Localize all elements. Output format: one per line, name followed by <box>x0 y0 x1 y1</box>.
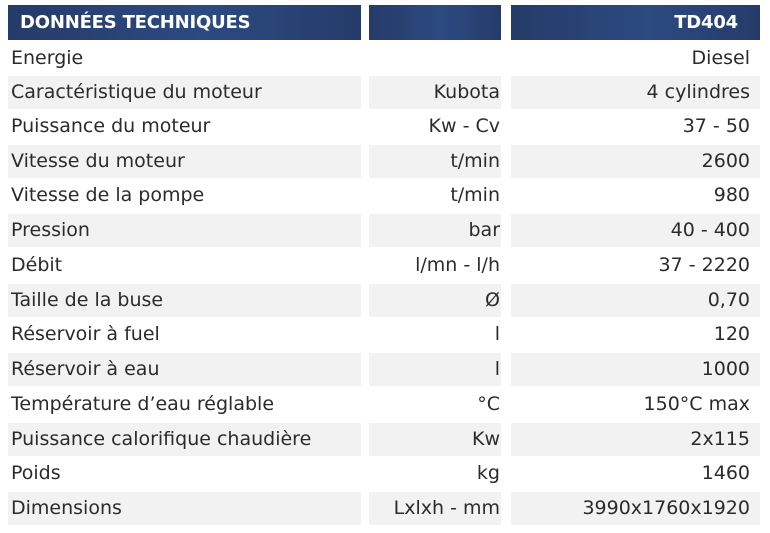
table-row <box>0 110 770 143</box>
row-unit: l/mn - l/h <box>415 254 500 276</box>
row-unit: Kubota <box>369 76 501 109</box>
row-value: 150°C max <box>643 393 750 415</box>
row-label: Poids <box>11 462 61 484</box>
table-row <box>0 492 770 525</box>
table-row <box>0 388 770 421</box>
header-unit <box>369 5 501 40</box>
header-model: TD404 <box>511 5 760 40</box>
row-label: Température d’eau réglable <box>11 393 275 415</box>
row-unit: l <box>494 323 500 345</box>
row-unit <box>369 42 501 75</box>
row-label: Puissance du moteur <box>11 115 211 137</box>
table-row <box>0 457 770 490</box>
row-label: Vitesse de la pompe <box>11 184 205 206</box>
row-label: Réservoir à fuel <box>11 323 160 345</box>
row-unit: bar <box>369 214 501 247</box>
row-label: Dimensions <box>8 492 361 525</box>
table-row <box>0 214 770 247</box>
row-label: Energie <box>11 47 84 69</box>
row-label: Débit <box>11 254 63 276</box>
row-unit: l <box>369 353 501 386</box>
row-value: 3990x1760x1920 <box>511 492 760 525</box>
table-row <box>0 318 770 351</box>
row-value: 1460 <box>701 462 750 484</box>
table-row <box>0 249 770 282</box>
table-row <box>0 145 770 178</box>
row-value: 120 <box>713 323 750 345</box>
row-unit: Ø <box>369 284 501 317</box>
row-value: 2600 <box>511 145 760 178</box>
row-label: Réservoir à eau <box>8 353 361 386</box>
row-label: Taille de la buse <box>8 284 361 317</box>
header-title: DONNÉES TECHNIQUES <box>8 5 361 40</box>
row-label: Caractéristique du moteur <box>8 76 361 109</box>
table-header <box>0 5 770 38</box>
row-value: 2x115 <box>511 423 760 456</box>
table-row <box>0 179 770 212</box>
table-row <box>0 423 770 456</box>
row-unit: Lxlxh - mm <box>369 492 501 525</box>
table-row <box>0 353 770 386</box>
row-value: 37 - 50 <box>682 115 750 137</box>
row-unit: Kw <box>369 423 501 456</box>
row-value: 1000 <box>511 353 760 386</box>
row-value: Diesel <box>691 47 750 69</box>
row-label: Puissance calorifique chaudière <box>8 423 361 456</box>
table-row <box>0 42 770 75</box>
row-value: 980 <box>713 184 750 206</box>
row-label: Pression <box>8 214 361 247</box>
row-value: 4 cylindres <box>511 76 760 109</box>
row-unit: t/min <box>369 145 501 178</box>
row-value: 40 - 400 <box>511 214 760 247</box>
row-unit: t/min <box>450 184 500 206</box>
row-unit: kg <box>476 462 500 484</box>
row-unit: °C <box>477 393 500 415</box>
table-row <box>0 76 770 109</box>
row-value: 0,70 <box>511 284 760 317</box>
row-value: 37 - 2220 <box>658 254 750 276</box>
row-label: Vitesse du moteur <box>8 145 361 178</box>
row-unit: Kw - Cv <box>428 115 500 137</box>
table-row <box>0 284 770 317</box>
